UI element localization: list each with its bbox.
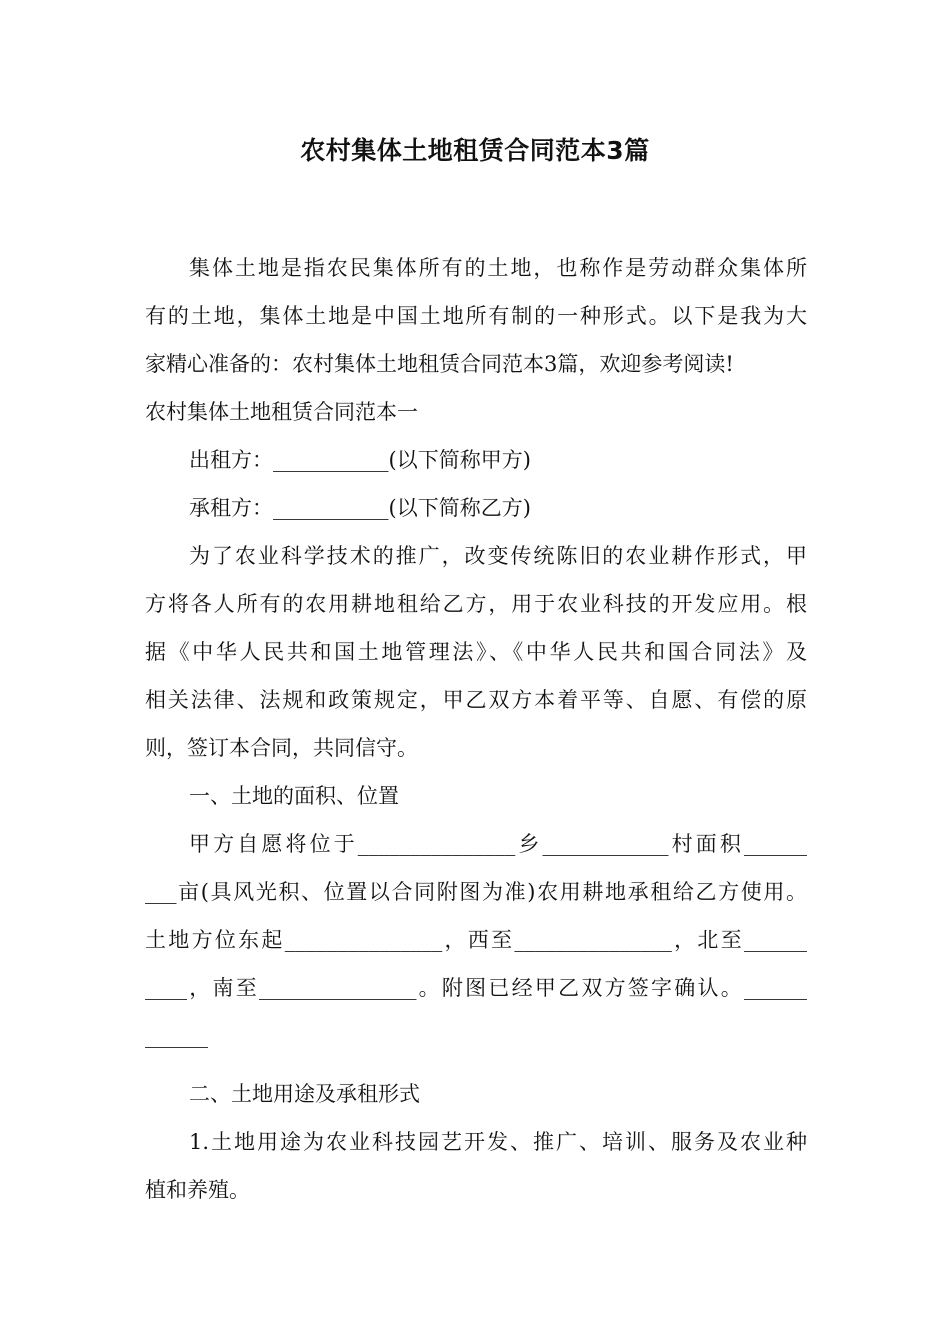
- section-heading: 农村集体土地租赁合同范本一: [145, 400, 418, 424]
- paragraph-line: 家精心准备的：农村集体土地租赁合同范本3篇，欢迎参考阅读!: [145, 352, 734, 376]
- paragraph-line: 有的土地，集体土地是中国土地所有制的一种形式。以下是我为大: [145, 304, 807, 328]
- paragraph-line: 则，签订本合同，共同信守。: [145, 736, 418, 760]
- paragraph-line: 相关法律、法规和政策规定，甲乙双方本着平等、自愿、有偿的原: [145, 688, 807, 712]
- paragraph-line: 方将各人所有的农用耕地租给乙方，用于农业科技的开发应用。根: [145, 592, 807, 616]
- paragraph-line: ___亩(具风光积、位置以合同附图为准)农用耕地承租给乙方使用。: [145, 880, 807, 904]
- document-body: [145, 244, 807, 1214]
- paragraph-line: 据《中华人民共和国土地管理法》、《中华人民共和国合同法》及: [145, 640, 807, 664]
- paragraph-line: 1.土地用途为农业科技园艺开发、推广、培训、服务及农业种: [189, 1130, 807, 1154]
- paragraph-line: ______: [145, 1024, 208, 1048]
- clause-heading: 二、土地用途及承租形式: [189, 1082, 420, 1106]
- paragraph-line: 植和养殖。: [145, 1178, 250, 1202]
- lessee-field: 承租方：___________(以下简称乙方): [189, 496, 531, 520]
- paragraph-line: 土地方位东起_______________，西至_______________，北至______: [145, 928, 807, 952]
- paragraph-line: 集体土地是指农民集体所有的土地，也称作是劳动群众集体所: [189, 256, 807, 280]
- paragraph-line: 为了农业科学技术的推广，改变传统陈旧的农业耕作形式，甲: [189, 544, 807, 568]
- document-title: 农村集体土地租赁合同范本3篇: [300, 136, 650, 165]
- spacer: [145, 1060, 807, 1070]
- lessor-field: 出租方：___________(以下简称甲方): [189, 448, 531, 472]
- clause-heading: 一、土地的面积、位置: [189, 784, 399, 808]
- paragraph-line: ____，南至_______________。附图已经甲乙双方签字确认。______: [145, 976, 807, 1000]
- paragraph-line: 甲方自愿将位于_______________乡____________村面积______: [189, 832, 807, 856]
